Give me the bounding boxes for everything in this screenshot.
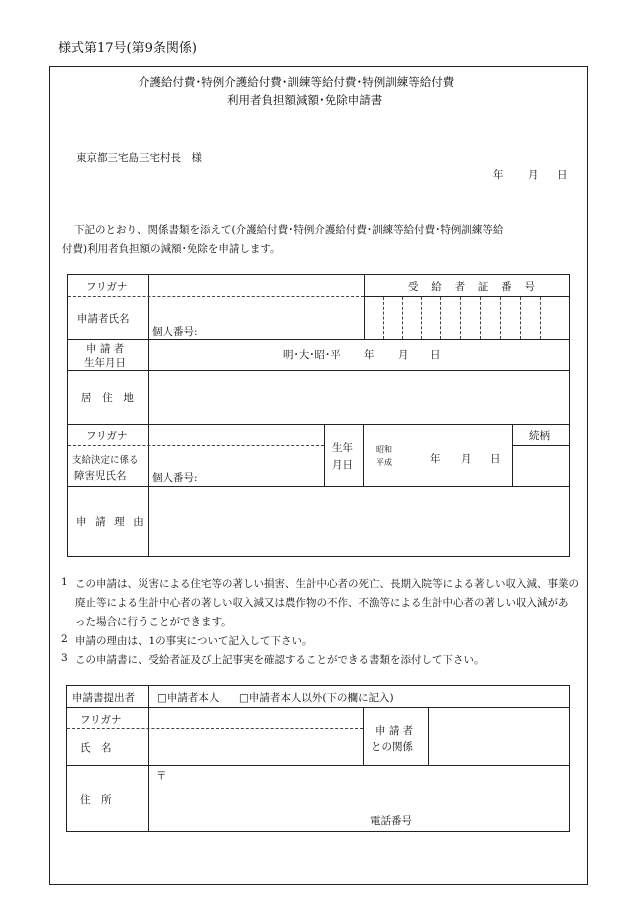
submitter-label: 申請書提出者	[72, 692, 135, 704]
intro-line-2: 付費)利用者負担額の減額･免除を申請します。	[62, 243, 281, 255]
date-day: 日	[557, 169, 568, 181]
child-birth-day: 日	[490, 453, 501, 465]
child-label-2: 障害児氏名	[74, 470, 127, 482]
submitter-address-label: 住 所	[80, 794, 112, 806]
note-1-num: 1	[61, 576, 68, 588]
relation-label-2: との関係	[371, 741, 413, 753]
birth-month: 月	[398, 349, 409, 361]
submitter-name-label: 氏 名	[80, 742, 112, 754]
era-heisei: 平成	[376, 458, 392, 467]
zokugara-label: 続柄	[529, 430, 550, 442]
birth-label-2: 生年月日	[84, 357, 126, 369]
birth-day: 日	[430, 349, 441, 361]
date-month: 月	[528, 169, 539, 181]
kojin-bango-label: 個人番号:	[152, 326, 198, 338]
form-number: 様式第17号(第9条関係)	[58, 41, 197, 56]
intro-line-1: 下記のとおり、関係書類を添えて(介護給付費･特例介護給付費･訓練等給付費･特例訓練等給	[74, 224, 504, 236]
phone-label: 電話番号	[370, 815, 412, 827]
applicant-name-label: 申請者氏名	[77, 313, 130, 325]
address-label: 居 住 地	[81, 392, 138, 404]
submitter-option-other[interactable]: □申請者本人以外(下の欄に記入)	[239, 692, 394, 704]
note-1-line-3: った場合に行うことができます。	[75, 616, 232, 628]
furigana-label-3: フリガナ	[80, 714, 122, 726]
era-showa: 昭和	[376, 445, 392, 454]
note-3-line-1: この申請書に、受給者証及び上記事実を確認することができる書類を添付して下さい。	[75, 654, 485, 666]
child-label-1: 支給決定に係る	[72, 455, 139, 466]
birth-year: 年	[364, 349, 375, 361]
birth-label-1: 申 請 者	[86, 343, 125, 355]
note-1-line-2: 廃止等による生計中心者の著しい収入減又は農作物の不作、不漁等による生計中心者の著しい収入減があ	[75, 597, 569, 609]
child-birth-month: 月	[461, 453, 472, 465]
title-line-1: 介護給付費･特例介護給付費･訓練等給付費･特例訓練等給付費	[138, 75, 455, 89]
postal-mark: 〒	[156, 770, 167, 782]
seinen-label-1: 生年	[332, 442, 353, 454]
note-2-line-1: 申請の理由は、1の事実について記入して下さい。	[75, 635, 313, 647]
seinen-label-2: 月日	[332, 459, 353, 471]
era-options: 明･大･昭･平	[283, 349, 341, 361]
submitter-option-self[interactable]: □申請者本人	[157, 692, 220, 704]
furigana-label-2: フリガナ	[86, 430, 128, 442]
child-birth-year: 年	[430, 453, 441, 465]
note-1-line-1: この申請は、災害による住宅等の著しい損害、生計中心者の死亡、長期入院等による著しい収入減、事業の	[75, 578, 579, 590]
note-3-num: 3	[61, 652, 68, 664]
form-frame	[49, 66, 588, 885]
note-2-num: 2	[61, 633, 68, 645]
date-year: 年	[493, 169, 504, 181]
reason-label: 申 請 理 由	[76, 516, 147, 528]
kojin-bango-label-2: 個人番号:	[152, 472, 198, 484]
relation-label-1: 申 請 者	[375, 725, 414, 737]
addressee: 東京都三宅島三宅村長 様	[76, 152, 202, 164]
jukyusha-number-label: 受 給 者 証 番 号	[408, 281, 540, 293]
title-line-2: 利用者負担額減額･免除申請書	[227, 93, 383, 107]
furigana-label: フリガナ	[86, 281, 128, 293]
